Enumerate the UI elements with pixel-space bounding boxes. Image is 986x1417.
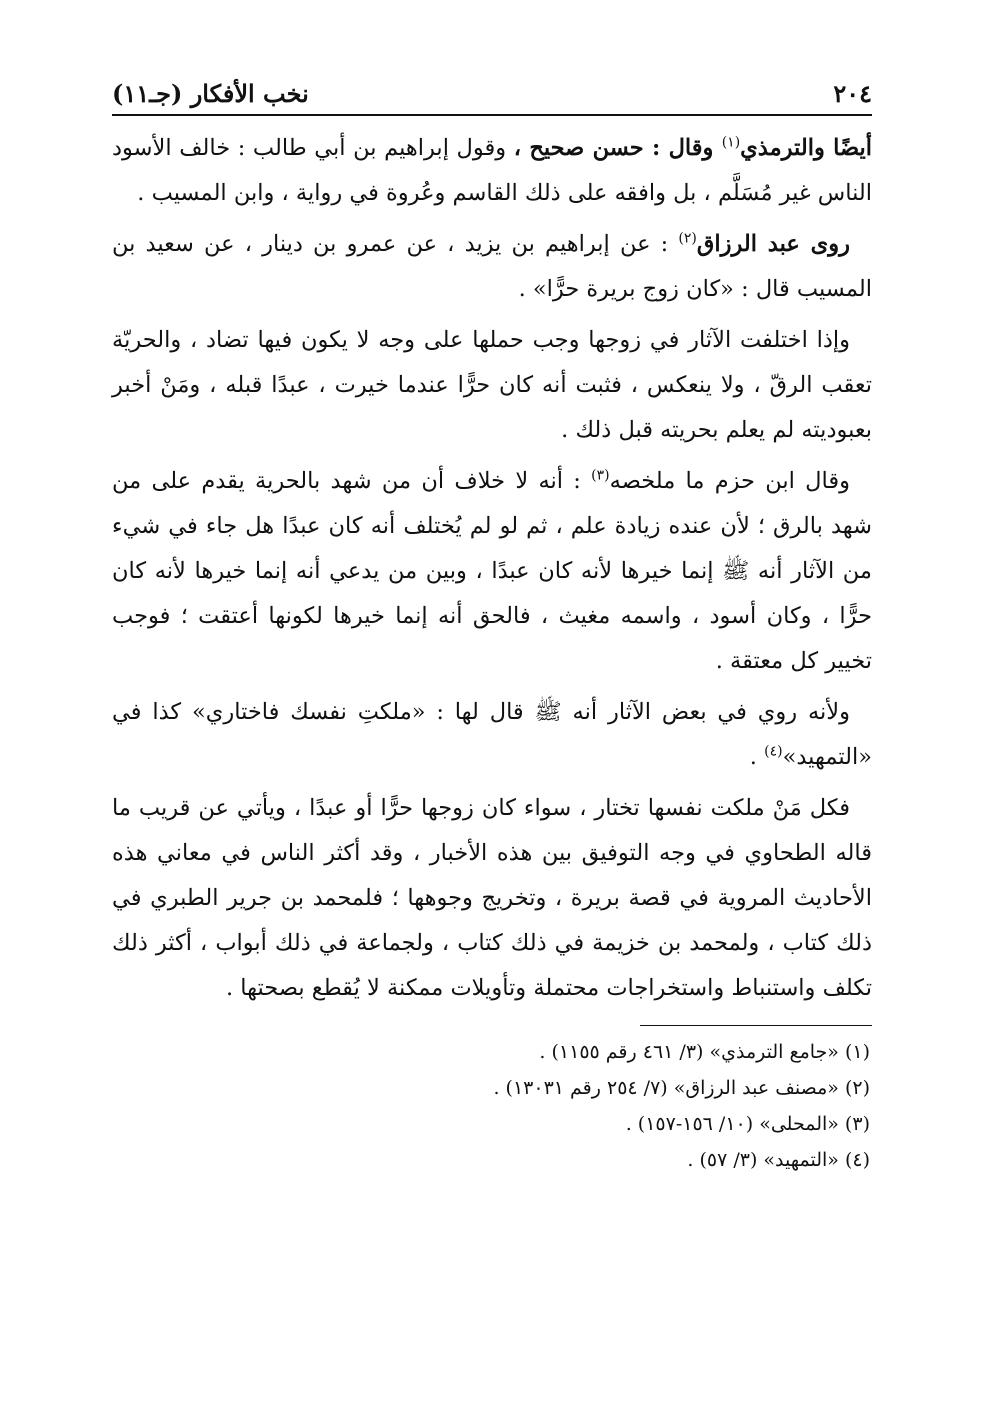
- footnote-4: (٤) «التمهيد» (٣/ ٥٧) .: [687, 1149, 870, 1171]
- paragraph-1: [112, 126, 872, 216]
- paragraph-text: فكل مَنْ ملكت نفسها تختار ، سواء كان زوجها حرًّا أو عبدًا ، ويأتي عن قريب ما قاله الطحاوي في وجه التوفيق بين هذه الأخبار ، وقد أكثر الناس في معاني هذه الأحاديث المروية في قصة بريرة ، وتخريج وجوهها ؛ فلمحمد بن جرير الطبري في ذلك كتاب ، ولمحمد بن خزيمة في ذلك كتاب ، ولجماعة في ذلك أبواب ، أكثر ذلك تكلف واستنباط واستخراجات محتملة وتأويلات ممكنة لا يُقطع بصحتها .: [112, 795, 872, 1001]
- footnote-2: (٢) «مصنف عبد الرزاق» (٧/ ٢٥٤ رقم ١٣٠٣١) .: [493, 1077, 870, 1099]
- footnote-3: (٣) «المحلى» (١٠/ ١٥٦-١٥٧) .: [625, 1113, 870, 1135]
- paragraph-text: : أنه لا خلاف أن من شهد بالحرية يقدم على من شهد بالرق ؛ لأن عنده زيادة علم ، ثم لو لم يُختلف أنه كان عبدًا هل جاء في شيء من الآثار أنه ﷺ إنما خيرها لأنه كان عبدًا ، وبين من يدعي أنه إنما خيرها لأنه كان حرًّا ، وكان أسود ، واسمه مغيث ، فالحق أنه إنما خيرها لكونها أعتقت ؛ فوجب تخيير كل معتقة .: [112, 468, 872, 674]
- paragraph-3: [112, 318, 872, 453]
- bold-phrase: وقال : حسن صحيح ،: [513, 135, 722, 161]
- running-header: [112, 78, 872, 114]
- book-title: نخب الأفكار (جـ١١): [112, 79, 309, 108]
- footnote-1: (١) «جامع الترمذي» (٣/ ٤٦١ رقم ١١٥٥) .: [539, 1041, 870, 1063]
- footnote-marker: (٢): [678, 230, 697, 247]
- paragraph-2: [112, 222, 872, 312]
- paragraph-text: ولأنه روي في بعض الآثار أنه ﷺ قال لها : «ملكتِ نفسك فاختاري» كذا في «التمهيد»: [112, 699, 872, 770]
- footnote-marker: (٤): [764, 743, 783, 760]
- footnote-marker: (١): [721, 134, 741, 151]
- bold-phrase: أيضًا والترمذي: [740, 135, 872, 161]
- paragraph-text: وقول إبراهيم بن أبي طالب : خالف الأسود الناس غير مُسَلَّم ، بل وافقه على ذلك القاسم وعُروة في رواية ، وابن المسيب .: [112, 135, 872, 206]
- footnote-marker: (٣): [591, 467, 610, 484]
- bold-phrase: روى عبد الرزاق: [696, 231, 850, 257]
- paragraph-5: [112, 690, 872, 780]
- book-page: [112, 78, 872, 1178]
- paragraph-text: وقال ابن حزم ما ملخصه: [609, 468, 850, 494]
- paragraph-6: [112, 786, 872, 1011]
- paragraph-text: وإذا اختلفت الآثار في زوجها وجب حملها على وجه لا يكون فيها تضاد ، والحريّة تعقب الرقّ ، ولا ينعكس ، فثبت أنه كان حرًّا عندما خيرت ، عبدًا قبله ، ومَنْ أخبر بعبوديته لم يعلم بحريته قبل ذلك .: [112, 327, 872, 443]
- footnote-divider: [640, 1025, 872, 1026]
- main-text: [112, 126, 872, 1011]
- paragraph-4: [112, 459, 872, 684]
- paragraph-text: : عن إبراهيم بن يزيد ، عن عمرو بن دينار ، عن سعيد بن المسيب قال : «كان زوج بريرة حرًّا» .: [112, 231, 872, 302]
- footnotes: [112, 1034, 872, 1178]
- header-divider: [112, 114, 872, 116]
- paragraph-text: .: [749, 744, 765, 770]
- page-number: ٢٠٤: [833, 79, 872, 108]
